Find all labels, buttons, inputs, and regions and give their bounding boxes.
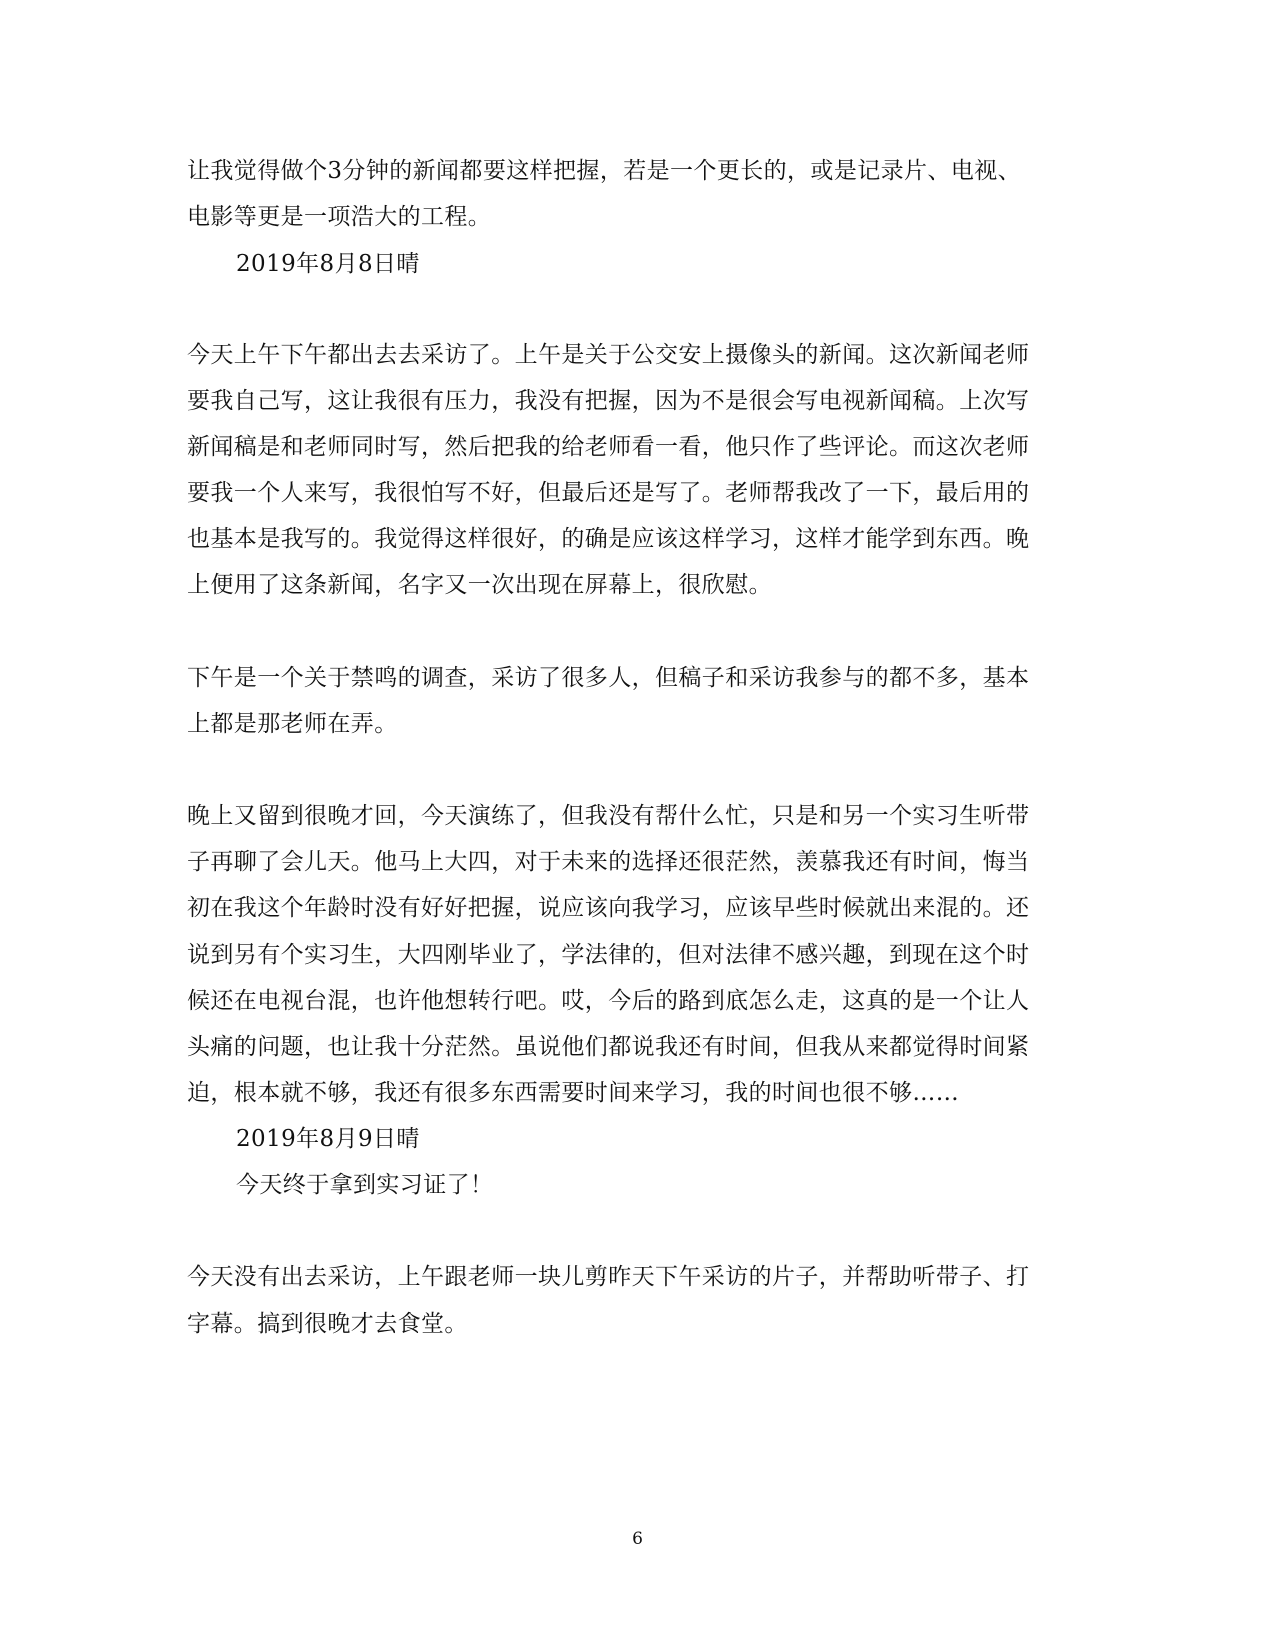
- text-line: 迫，根本就不够，我还有很多东西需要时间来学习，我的时间也很不够……: [187, 1080, 960, 1106]
- text-line: 电影等更是一项浩大的工程。: [187, 204, 492, 230]
- text-line: 今天上午下午都出去去采访了。上午是关于公交安上摄像头的新闻。这次新闻老师: [187, 342, 1030, 368]
- text-line: 字幕。搞到很晚才去食堂。: [187, 1311, 468, 1337]
- text-line: 上便用了这条新闻，名字又一次出现在屏幕上，很欣慰。: [187, 572, 772, 598]
- diary-date: 2019年8月8日晴: [236, 251, 420, 277]
- text-line: 候还在电视台混，也许他想转行吧。哎，今后的路到底怎么走，这真的是一个让人: [187, 988, 1030, 1014]
- page-number: 6: [632, 1529, 643, 1549]
- text-line: 让我觉得做个3分钟的新闻都要这样把握，若是一个更长的，或是记录片、电视、: [187, 158, 1022, 184]
- text-line: 要我自己写，这让我很有压力，我没有把握，因为不是很会写电视新闻稿。上次写: [187, 388, 1030, 414]
- text-line: 今天终于拿到实习证了！: [236, 1172, 494, 1198]
- text-line: 说到另有个实习生，大四刚毕业了，学法律的，但对法律不感兴趣，到现在这个时: [187, 942, 1030, 968]
- diary-date: 2019年8月9日晴: [236, 1126, 420, 1152]
- text-line: 上都是那老师在弄。: [187, 711, 398, 737]
- text-line: 要我一个人来写，我很怕写不好，但最后还是写了。老师帮我改了一下，最后用的: [187, 480, 1030, 506]
- text-line: 头痛的问题，也让我十分茫然。虽说他们都说我还有时间，但我从来都觉得时间紧: [187, 1034, 1030, 1060]
- text-line: 也基本是我写的。我觉得这样很好，的确是应该这样学习，这样才能学到东西。晚: [187, 526, 1030, 552]
- text-line: 下午是一个关于禁鸣的调查，采访了很多人，但稿子和采访我参与的都不多，基本: [187, 665, 1030, 691]
- text-line: 晚上又留到很晚才回，今天演练了，但我没有帮什么忙，只是和另一个实习生听带: [187, 803, 1030, 829]
- text-line: 初在我这个年龄时没有好好把握，说应该向我学习，应该早些时候就出来混的。还: [187, 895, 1030, 921]
- text-line: 今天没有出去采访，上午跟老师一块儿剪昨天下午采访的片子，并帮助听带子、打: [187, 1264, 1030, 1290]
- text-line: 新闻稿是和老师同时写，然后把我的给老师看一看，他只作了些评论。而这次老师: [187, 434, 1030, 460]
- text-line: 子再聊了会儿天。他马上大四，对于未来的选择还很茫然，羡慕我还有时间，悔当: [187, 849, 1030, 875]
